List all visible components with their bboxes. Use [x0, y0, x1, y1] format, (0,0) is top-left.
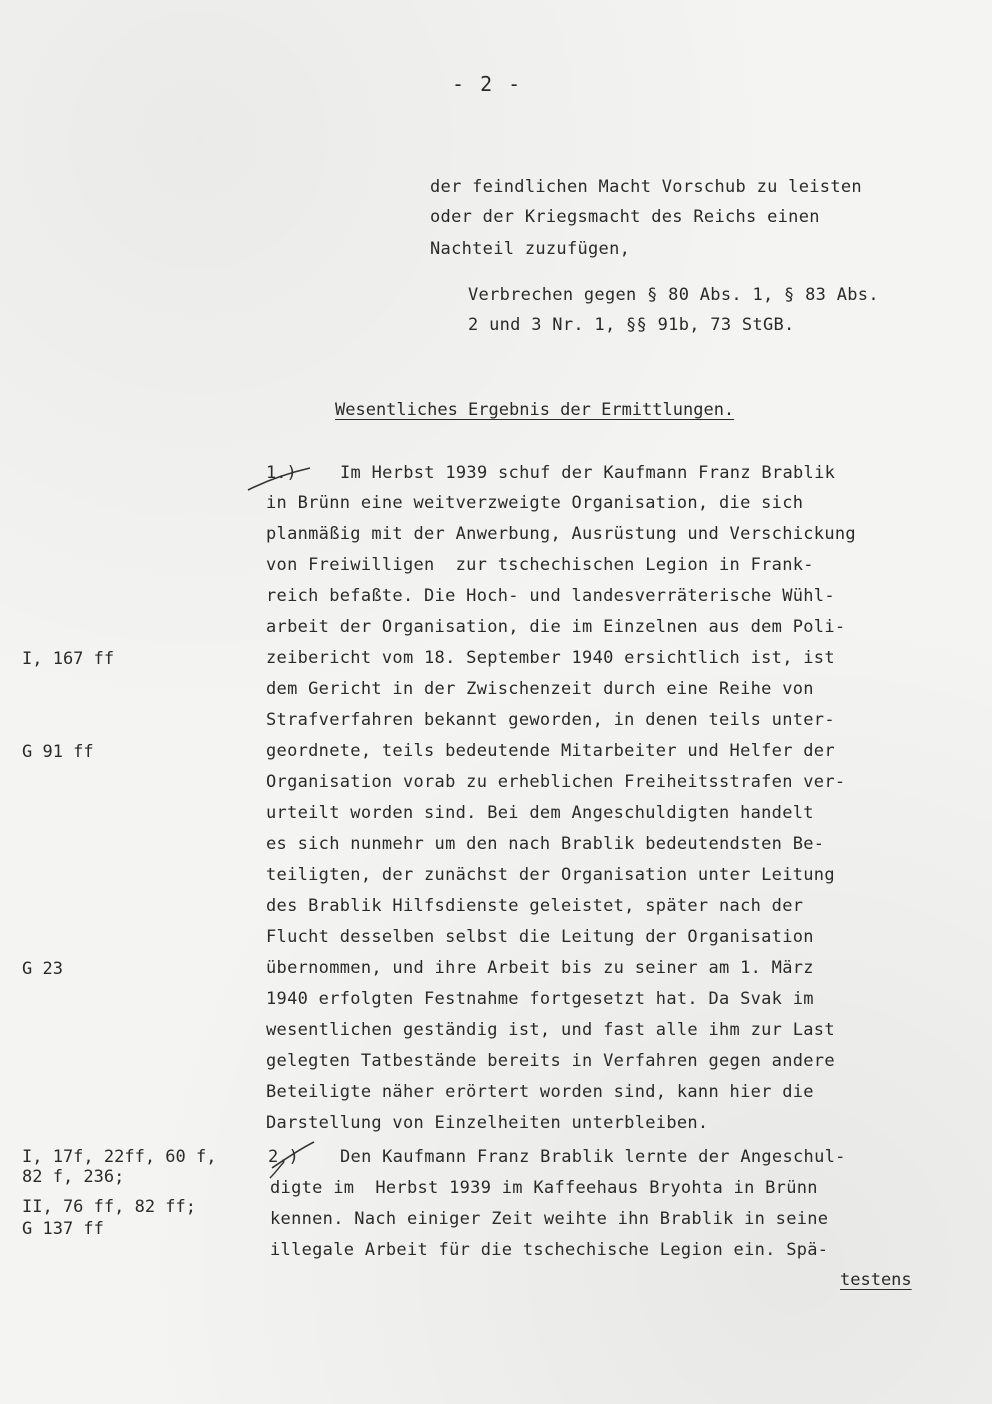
section-heading: Wesentliches Ergebnis der Ermittlungen. — [335, 400, 735, 420]
s1-line-21: Beteiligte näher erörtert worden sind, kann hier die — [266, 1082, 814, 1102]
s1-line-14: teiligten, der zunächst der Organisation unter Leitung — [266, 865, 835, 885]
intro-line-2: oder der Kriegsmacht des Reichs einen — [430, 207, 820, 227]
s1-line-11: Organisation vorab zu erheblichen Freiheitsstrafen ver- — [266, 772, 846, 792]
margin-ref-4-line-1: I, 17f, 22ff, 60 f, — [22, 1147, 217, 1167]
s1-line-1: Im Herbst 1939 schuf der Kaufmann Franz Brablik — [340, 463, 836, 483]
s1-line-20: gelegten Tatbestände bereits in Verfahren gegen andere — [266, 1051, 835, 1071]
s1-line-13: es sich nunmehr um den nach Brablik bedeutendsten Be- — [266, 834, 825, 854]
s2-line-3: kennen. Nach einiger Zeit weihte ihn Brablik in seine — [270, 1209, 829, 1229]
catchword: testens — [840, 1270, 912, 1290]
s2-line-4: illegale Arbeit für die tschechische Legion ein. Spä- — [270, 1240, 829, 1260]
s1-line-2: in Brünn eine weitverzweigte Organisation, die sich — [266, 493, 804, 513]
s1-line-19: wesentlichen geständig ist, und fast alle ihm zur Last — [266, 1020, 835, 1040]
s1-line-3: planmäßig mit der Anwerbung, Ausrüstung und Verschickung — [266, 524, 856, 544]
s1-line-16: Flucht desselben selbst die Leitung der Organisation — [266, 927, 814, 947]
s1-line-18: 1940 erfolgten Festnahme fortgesetzt hat. Da Svak im — [266, 989, 814, 1009]
statute-line-2: 2 und 3 Nr. 1, §§ 91b, 73 StGB. — [468, 315, 795, 335]
s1-line-15: des Brablik Hilfsdienste geleistet, später nach der — [266, 896, 804, 916]
s1-line-12: urteilt worden sind. Bei dem Angeschuldigten handelt — [266, 803, 814, 823]
s1-line-6: arbeit der Organisation, die im Einzelnen aus dem Poli- — [266, 617, 846, 637]
s1-line-8: dem Gericht in der Zwischenzeit durch eine Reihe von — [266, 679, 814, 699]
margin-ref-4-line-3: II, 76 ff, 82 ff; — [22, 1197, 196, 1217]
page-number: - 2 - — [452, 72, 523, 96]
margin-ref-4-line-2: 82 f, 236; — [22, 1167, 125, 1187]
s1-line-22: Darstellung von Einzelheiten unterbleiben. — [266, 1113, 709, 1133]
statute-line-1: Verbrechen gegen § 80 Abs. 1, § 83 Abs. — [468, 285, 879, 305]
s1-line-7: zeibericht vom 18. September 1940 ersichtlich ist, ist — [266, 648, 835, 668]
s1-line-9: Strafverfahren bekannt geworden, in denen teils unter- — [266, 710, 835, 730]
margin-ref-2: G 91 ff — [22, 742, 94, 762]
s2-line-2: digte im Herbst 1939 im Kaffeehaus Bryohta in Brünn — [270, 1178, 818, 1198]
s1-line-4: von Freiwilligen zur tschechischen Legion in Frank- — [266, 555, 814, 575]
margin-ref-1: I, 167 ff — [22, 649, 115, 669]
intro-line-1: der feindlichen Macht Vorschub zu leisten — [430, 177, 862, 197]
section-1-number: 1.) — [266, 463, 297, 483]
intro-line-3: Nachteil zuzufügen, — [430, 239, 631, 259]
s2-line-1: Den Kaufmann Franz Brablik lernte der Angeschul- — [340, 1147, 846, 1167]
margin-ref-3: G 23 — [22, 959, 63, 979]
section-2-number: 2.) — [268, 1147, 299, 1167]
s1-line-5: reich befaßte. Die Hoch- und landesverräterische Wühl- — [266, 586, 835, 606]
s1-line-10: geordnete, teils bedeutende Mitarbeiter und Helfer der — [266, 741, 835, 761]
s1-line-17: übernommen, und ihre Arbeit bis zu seiner am 1. März — [266, 958, 814, 978]
margin-ref-4-line-4: G 137 ff — [22, 1219, 104, 1239]
